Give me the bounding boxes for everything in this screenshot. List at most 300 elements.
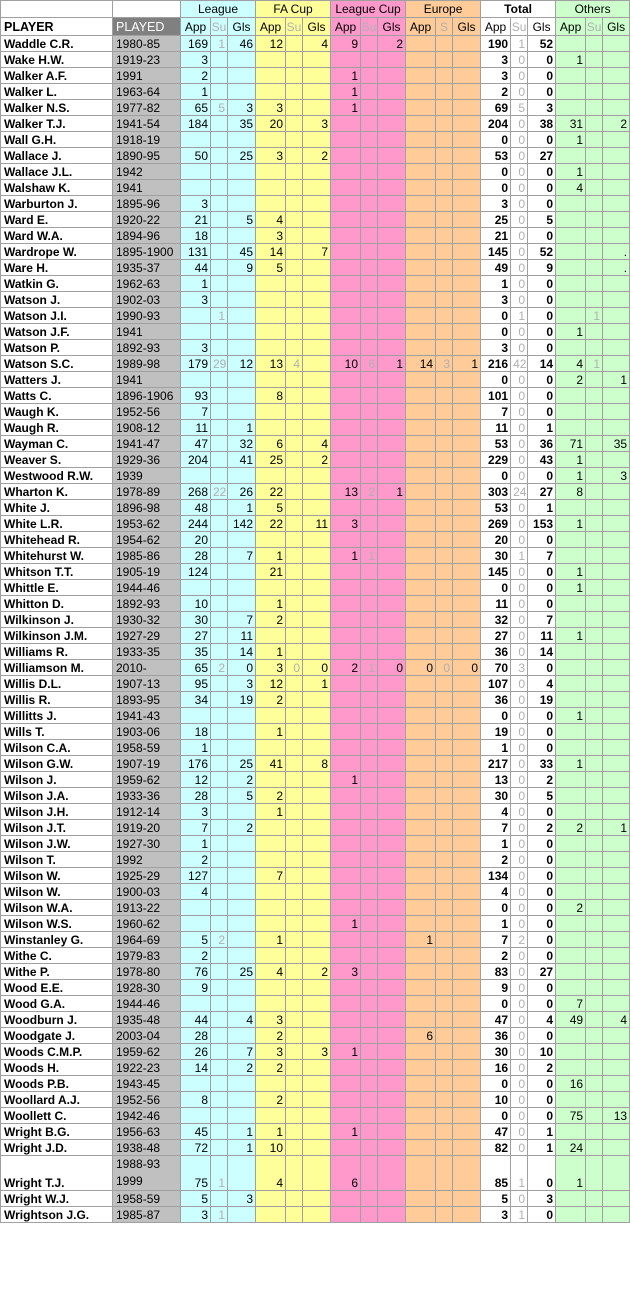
europe-app-cell: [406, 676, 436, 692]
others-goals-cell: [603, 1207, 630, 1223]
europe-goals-cell: [453, 756, 481, 772]
fa-cup-goals-cell: [303, 1156, 331, 1191]
player-name-cell: Wilson J.: [1, 772, 113, 788]
europe-app-cell: [406, 628, 436, 644]
table-row: [1, 292, 630, 308]
others-goals-cell: [603, 292, 630, 308]
league-sub-cell: 1: [211, 308, 228, 324]
played-years-cell: 1992: [113, 852, 181, 868]
europe-goals-cell: [453, 372, 481, 388]
league-goals-cell: [228, 708, 256, 724]
played-years-cell: 1959-62: [113, 772, 181, 788]
league-cup-goals-cell: [378, 628, 406, 644]
europe-app-cell: [406, 212, 436, 228]
fa-cup-app-cell: [256, 708, 286, 724]
others-sub-cell: [586, 628, 603, 644]
league-sub-cell: [211, 436, 228, 452]
league-app-cell: 44: [181, 260, 211, 276]
others-sub-cell: [586, 756, 603, 772]
league-goals-cell: [228, 532, 256, 548]
league-goals-cell: 45: [228, 244, 256, 260]
fa-cup-app-cell: [256, 292, 286, 308]
table-row: [1, 740, 630, 756]
fa-cup-app-cell: [256, 852, 286, 868]
league-cup-app-cell: 3: [331, 516, 361, 532]
europe-goals-cell: [453, 724, 481, 740]
total-sub-cell: 0: [511, 820, 528, 836]
europe-sub-cell: [436, 852, 453, 868]
league-app-cell: 65: [181, 100, 211, 116]
league-app-cell: 35: [181, 644, 211, 660]
europe-goals-cell: [453, 628, 481, 644]
league-group-header: League: [181, 1, 256, 18]
league-sub-cell: 1: [211, 1156, 228, 1191]
league-cup-goals-cell: [378, 948, 406, 964]
others-goals-cell: [603, 228, 630, 244]
league-cup-goals-cell: [378, 596, 406, 612]
table-row: [1, 36, 630, 52]
league-app-cell: 45: [181, 1124, 211, 1140]
others-sub-cell: [586, 36, 603, 52]
league-sub-cell: [211, 948, 228, 964]
league-cup-goals-cell: 0: [378, 660, 406, 676]
league-cup-goals-cell: [378, 852, 406, 868]
europe-sub-cell: [436, 1012, 453, 1028]
league-sub-cell: [211, 1124, 228, 1140]
played-years-cell: 1978-89: [113, 484, 181, 500]
league-cup-sub-cell: [361, 196, 378, 212]
others-goals-cell: [603, 788, 630, 804]
europe-app-cell: [406, 388, 436, 404]
fa-cup-goals-cell: [303, 948, 331, 964]
others-sub-cell: [586, 644, 603, 660]
others-app-cell: [556, 1044, 586, 1060]
table-row: [1, 340, 630, 356]
others-app-cell: 1: [556, 468, 586, 484]
league-cup-goals-cell: [378, 164, 406, 180]
fa-cup-app-cell: 8: [256, 388, 286, 404]
others-goals-cell: [603, 932, 630, 948]
total-goals-cell: 0: [528, 468, 556, 484]
others-sub-cell: [586, 948, 603, 964]
table-row: [1, 52, 630, 68]
league-cup-app-cell: [331, 628, 361, 644]
fa-cup-sub-cell: [286, 1108, 303, 1124]
player-name-cell: Warburton J.: [1, 196, 113, 212]
league-sub-cell: [211, 52, 228, 68]
others-sub-cell: [586, 132, 603, 148]
total-sub-cell: 0: [511, 1108, 528, 1124]
total-sub-cell: 0: [511, 180, 528, 196]
others-sub-cell: [586, 52, 603, 68]
fa-cup-goals-cell: [303, 84, 331, 100]
fa-cup-app-cell: [256, 900, 286, 916]
league-cup-sub-cell: [361, 1028, 378, 1044]
fa-cup-app-cell: [256, 468, 286, 484]
total-app-header: App: [481, 18, 511, 36]
total-sub-cell: 0: [511, 1076, 528, 1092]
fa-cup-goals-cell: [303, 180, 331, 196]
league-app-cell: 9: [181, 980, 211, 996]
league-cup-goals-cell: [378, 500, 406, 516]
fa-cup-goals-cell: 7: [303, 244, 331, 260]
player-name-cell: Watson J.I.: [1, 308, 113, 324]
player-name-cell: Walker L.: [1, 84, 113, 100]
total-sub-cell: 0: [511, 452, 528, 468]
total-goals-cell: 0: [528, 804, 556, 820]
league-goals-cell: [228, 468, 256, 484]
fa-cup-sub-cell: [286, 868, 303, 884]
table-row: [1, 148, 630, 164]
total-app-cell: 53: [481, 436, 511, 452]
fa-cup-goals-cell: [303, 1207, 331, 1223]
fa-cup-goals-cell: [303, 500, 331, 516]
others-group-header: Others: [556, 1, 630, 18]
others-goals-cell: 4: [603, 1012, 630, 1028]
played-years-cell: 1978-80: [113, 964, 181, 980]
total-app-cell: 216: [481, 356, 511, 372]
league-app-cell: 72: [181, 1140, 211, 1156]
league-app-cell: [181, 996, 211, 1012]
fa-cup-goals-cell: [303, 1012, 331, 1028]
league-cup-sub-cell: [361, 708, 378, 724]
others-sub-cell: [586, 852, 603, 868]
others-goals-cell: .: [603, 244, 630, 260]
fa-cup-goals-cell: [303, 1060, 331, 1076]
fa-cup-sub-cell: [286, 788, 303, 804]
europe-goals-cell: [453, 308, 481, 324]
played-years-cell: 1919-20: [113, 820, 181, 836]
league-cup-goals-cell: [378, 676, 406, 692]
league-app-cell: 28: [181, 788, 211, 804]
league-cup-sub-cell: [361, 36, 378, 52]
player-name-cell: Wallace J.L.: [1, 164, 113, 180]
total-goals-cell: 0: [528, 164, 556, 180]
league-sub-cell: [211, 1012, 228, 1028]
total-goals-cell: 0: [528, 852, 556, 868]
europe-app-cell: [406, 468, 436, 484]
fa-cup-sub-cell: [286, 52, 303, 68]
europe-app-cell: [406, 564, 436, 580]
league-sub-cell: [211, 420, 228, 436]
europe-goals-cell: [453, 228, 481, 244]
europe-app-cell: [406, 292, 436, 308]
others-sub-cell: [586, 676, 603, 692]
league-cup-goals-cell: [378, 1108, 406, 1124]
fa-cup-app-cell: 1: [256, 548, 286, 564]
fa-cup-sub-cell: 0: [286, 660, 303, 676]
table-row: [1, 900, 630, 916]
league-cup-sub-cell: [361, 932, 378, 948]
league-cup-sub-cell: [361, 1092, 378, 1108]
others-goals-cell: [603, 68, 630, 84]
europe-app-cell: [406, 980, 436, 996]
europe-goals-cell: [453, 852, 481, 868]
others-goals-cell: [603, 836, 630, 852]
europe-sub-cell: [436, 484, 453, 500]
player-name-cell: Wilson J.T.: [1, 820, 113, 836]
europe-goals-cell: [453, 404, 481, 420]
others-app-cell: [556, 916, 586, 932]
others-app-cell: [556, 772, 586, 788]
league-cup-goals-cell: [378, 436, 406, 452]
total-app-cell: 0: [481, 372, 511, 388]
league-app-cell: [181, 180, 211, 196]
total-app-cell: 303: [481, 484, 511, 500]
league-cup-app-cell: [331, 532, 361, 548]
league-goals-cell: 3: [228, 676, 256, 692]
fa-cup-goals-cell: [303, 596, 331, 612]
league-app-cell: [181, 1108, 211, 1124]
total-sub-cell: 0: [511, 164, 528, 180]
fa-cup-app-cell: 6: [256, 436, 286, 452]
others-app-cell: [556, 1191, 586, 1207]
league-cup-sub-cell: [361, 644, 378, 660]
europe-app-cell: [406, 1012, 436, 1028]
others-app-cell: [556, 804, 586, 820]
europe-sub-cell: [436, 692, 453, 708]
league-goals-cell: [228, 740, 256, 756]
league-goals-cell: [228, 916, 256, 932]
league-cup-goals-cell: [378, 580, 406, 596]
league-cup-app-cell: [331, 1092, 361, 1108]
others-app-cell: [556, 148, 586, 164]
europe-sub-cell: [436, 1076, 453, 1092]
europe-sub-cell: [436, 1092, 453, 1108]
league-app-cell: 50: [181, 148, 211, 164]
fa-cup-app-cell: [256, 1108, 286, 1124]
fa-cup-goals-cell: 4: [303, 436, 331, 452]
europe-goals-cell: [453, 596, 481, 612]
league-cup-group-header: League Cup: [331, 1, 406, 18]
table-row: [1, 196, 630, 212]
fa-cup-goals-cell: [303, 1140, 331, 1156]
total-app-cell: 53: [481, 148, 511, 164]
league-sub-cell: [211, 1060, 228, 1076]
others-app-cell: 49: [556, 1012, 586, 1028]
league-cup-sub-cell: [361, 1012, 378, 1028]
total-app-cell: 4: [481, 804, 511, 820]
total-app-cell: 30: [481, 788, 511, 804]
fa-cup-app-cell: [256, 580, 286, 596]
player-name-cell: Waugh K.: [1, 404, 113, 420]
fa-cup-goals-cell: [303, 340, 331, 356]
fa-cup-app-cell: 21: [256, 564, 286, 580]
league-app-cell: [181, 580, 211, 596]
europe-sub-cell: [436, 436, 453, 452]
europe-goals-cell: [453, 276, 481, 292]
table-row: [1, 484, 630, 500]
others-goals-cell: [603, 660, 630, 676]
league-cup-goals-cell: [378, 340, 406, 356]
table-row: [1, 1191, 630, 1207]
fa-cup-goals-cell: 4: [303, 36, 331, 52]
played-years-cell: 1941: [113, 324, 181, 340]
others-sub-cell: [586, 884, 603, 900]
table-row: [1, 1156, 630, 1191]
played-years-cell: 2003-04: [113, 1028, 181, 1044]
total-goals-cell: 0: [528, 580, 556, 596]
total-app-cell: 0: [481, 164, 511, 180]
league-app-cell: 44: [181, 1012, 211, 1028]
total-sub-cell: 0: [511, 372, 528, 388]
player-name-cell: Williams R.: [1, 644, 113, 660]
league-cup-goals-cell: [378, 388, 406, 404]
player-name-cell: Ware H.: [1, 260, 113, 276]
fa-cup-app-cell: 1: [256, 644, 286, 660]
europe-goals-cell: [453, 804, 481, 820]
others-goals-cell: [603, 772, 630, 788]
league-cup-goals-cell: [378, 180, 406, 196]
total-app-cell: 30: [481, 548, 511, 564]
fa-cup-app-cell: [256, 1191, 286, 1207]
others-app-cell: 1: [556, 564, 586, 580]
league-cup-goals-cell: [378, 708, 406, 724]
total-app-cell: 1: [481, 740, 511, 756]
fa-cup-sub-cell: [286, 772, 303, 788]
fa-cup-goals-cell: [303, 628, 331, 644]
others-sub-cell: [586, 500, 603, 516]
fa-cup-app-cell: [256, 196, 286, 212]
player-name-cell: Westwood R.W.: [1, 468, 113, 484]
fa-cup-sub-cell: [286, 260, 303, 276]
league-cup-goals-cell: [378, 1012, 406, 1028]
league-cup-app-cell: [331, 612, 361, 628]
fa-cup-app-cell: [256, 628, 286, 644]
total-app-cell: 1: [481, 916, 511, 932]
total-sub-cell: 0: [511, 996, 528, 1012]
played-years-cell: 1925-29: [113, 868, 181, 884]
others-app-cell: 8: [556, 484, 586, 500]
europe-sub-cell: [436, 148, 453, 164]
others-sub-cell: [586, 404, 603, 420]
europe-sub-cell: [436, 1060, 453, 1076]
total-goals-cell: 19: [528, 692, 556, 708]
played-years-cell: 1941-47: [113, 436, 181, 452]
league-app-cell: 2: [181, 68, 211, 84]
others-goals-cell: [603, 100, 630, 116]
league-cup-goals-cell: [378, 1140, 406, 1156]
league-goals-cell: 7: [228, 1044, 256, 1060]
player-name-cell: Woodburn J.: [1, 1012, 113, 1028]
league-sub-cell: [211, 1044, 228, 1060]
league-app-cell: 95: [181, 676, 211, 692]
europe-app-cell: [406, 228, 436, 244]
league-cup-app-cell: [331, 724, 361, 740]
total-goals-cell: 0: [528, 724, 556, 740]
others-app-cell: [556, 100, 586, 116]
league-cup-sub-cell: [361, 612, 378, 628]
europe-goals-cell: [453, 36, 481, 52]
league-cup-goals-cell: [378, 452, 406, 468]
played-years-cell: 1958-59: [113, 1191, 181, 1207]
played-years-cell: 1908-12: [113, 420, 181, 436]
total-sub-cell: 0: [511, 468, 528, 484]
league-goals-cell: [228, 804, 256, 820]
played-years-cell: 1896-98: [113, 500, 181, 516]
europe-sub-cell: [436, 900, 453, 916]
total-app-cell: 70: [481, 660, 511, 676]
europe-app-cell: [406, 244, 436, 260]
league-cup-app-cell: [331, 676, 361, 692]
league-app-cell: 10: [181, 596, 211, 612]
europe-sub-cell: [436, 212, 453, 228]
others-sub-cell: [586, 340, 603, 356]
total-sub-cell: 0: [511, 228, 528, 244]
league-goals-cell: 14: [228, 644, 256, 660]
fa-cup-app-cell: 14: [256, 244, 286, 260]
total-app-cell: 269: [481, 516, 511, 532]
others-sub-cell: [586, 1124, 603, 1140]
league-sub-cell: [211, 628, 228, 644]
others-goals-cell: [603, 676, 630, 692]
europe-goals-cell: [453, 916, 481, 932]
table-row: [1, 356, 630, 372]
total-sub-cell: 0: [511, 212, 528, 228]
others-sub-cell: [586, 468, 603, 484]
europe-goals-cell: [453, 980, 481, 996]
total-app-cell: 36: [481, 692, 511, 708]
others-goals-cell: [603, 724, 630, 740]
total-sub-cell: 0: [511, 420, 528, 436]
player-name-cell: Woollard A.J.: [1, 1092, 113, 1108]
others-goals-cell: [603, 36, 630, 52]
table-row: [1, 692, 630, 708]
fa-cup-goals-cell: [303, 1108, 331, 1124]
total-goals-cell: 5: [528, 212, 556, 228]
europe-goals-cell: [453, 676, 481, 692]
league-cup-app-cell: [331, 900, 361, 916]
total-sub-cell: 0: [511, 1124, 528, 1140]
fa-cup-sub-cell: [286, 420, 303, 436]
league-cup-app-cell: 1: [331, 1044, 361, 1060]
league-cup-app-cell: [331, 260, 361, 276]
fa-cup-goals-cell: [303, 884, 331, 900]
others-sub-cell: [586, 100, 603, 116]
fa-cup-sub-cell: [286, 1060, 303, 1076]
table-row: [1, 852, 630, 868]
league-cup-sub-cell: [361, 676, 378, 692]
league-cup-sub-cell: [361, 884, 378, 900]
others-goals-cell: [603, 84, 630, 100]
europe-sub-header: S: [436, 18, 453, 36]
europe-sub-cell: [436, 404, 453, 420]
played-years-cell: 1942-46: [113, 1108, 181, 1124]
table-row: [1, 516, 630, 532]
europe-sub-cell: 0: [436, 660, 453, 676]
others-goals-cell: [603, 388, 630, 404]
league-goals-cell: [228, 404, 256, 420]
fa-cup-sub-cell: [286, 228, 303, 244]
played-years-cell: 1964-69: [113, 932, 181, 948]
total-app-cell: 0: [481, 308, 511, 324]
others-app-cell: [556, 260, 586, 276]
fa-cup-goals-cell: [303, 404, 331, 420]
league-app-cell: 5: [181, 1191, 211, 1207]
played-years-cell: 1927-30: [113, 836, 181, 852]
played-years-cell: 1903-06: [113, 724, 181, 740]
fa-cup-sub-cell: [286, 100, 303, 116]
league-app-cell: 176: [181, 756, 211, 772]
total-app-cell: 21: [481, 228, 511, 244]
europe-app-cell: [406, 116, 436, 132]
player-name-cell: Wall G.H.: [1, 132, 113, 148]
league-app-cell: [181, 1076, 211, 1092]
others-app-cell: 2: [556, 900, 586, 916]
league-cup-sub-cell: [361, 340, 378, 356]
group-header-row: [1, 1, 630, 18]
europe-sub-cell: [436, 980, 453, 996]
